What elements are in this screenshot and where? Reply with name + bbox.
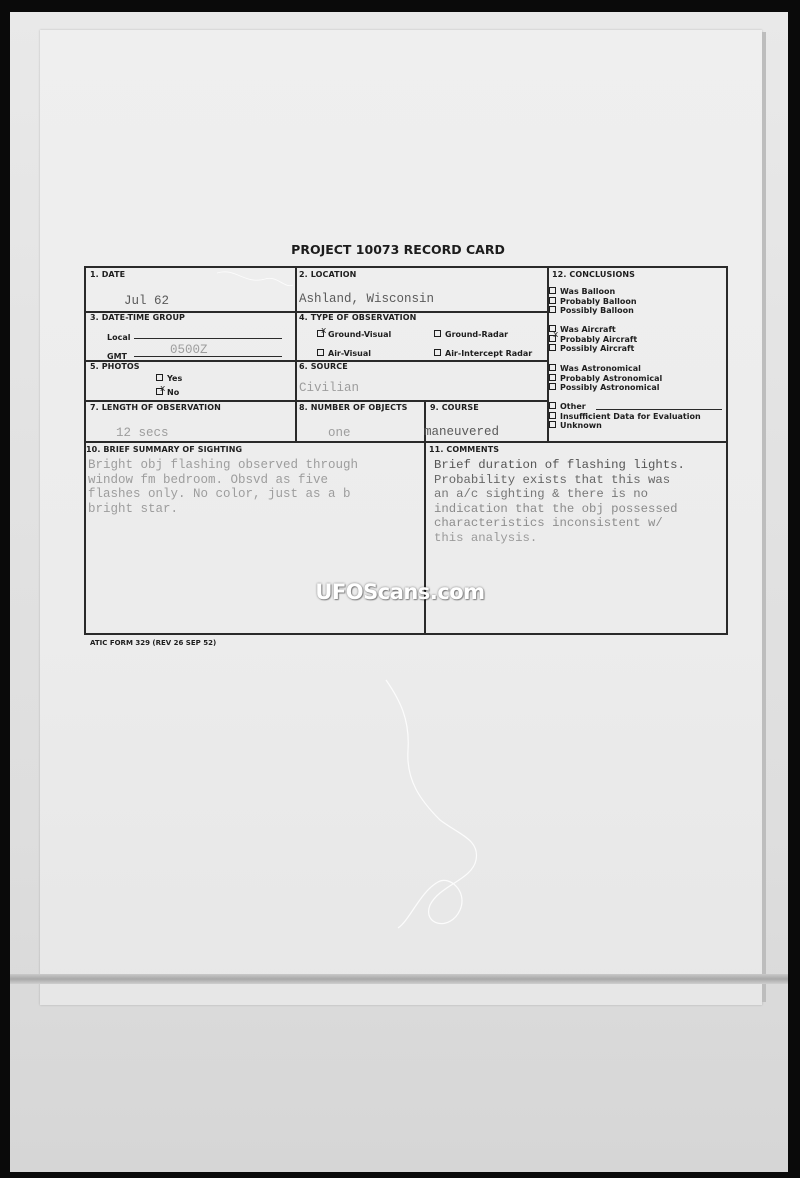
checkbox-icon: [549, 402, 556, 409]
gmt-underline: [134, 356, 282, 357]
checkbox-icon: [156, 388, 163, 395]
paper-fold: [10, 974, 788, 984]
date-value: Jul 62: [124, 294, 170, 308]
dtg-label: 3. DATE-TIME GROUP: [90, 313, 185, 322]
comments-line: this analysis.: [434, 530, 538, 545]
length-label: 7. LENGTH OF OBSERVATION: [90, 403, 221, 412]
checkbox-checked-icon: [549, 335, 556, 342]
other-underline: [596, 409, 722, 410]
num-objects-label: 8. NUMBER OF OBJECTS: [299, 403, 408, 412]
divider: [86, 441, 726, 443]
checkbox-icon: [549, 306, 556, 313]
option-ground-radar: Ground-Radar: [434, 330, 508, 339]
option-air-visual: Air-Visual: [317, 349, 371, 358]
watermark: UFOScans.com: [315, 580, 485, 604]
checkbox-icon: [549, 297, 556, 304]
checkbox-icon: [317, 349, 324, 356]
conclusion-item: Possibly Astronomical: [549, 383, 662, 393]
checkbox-icon: [156, 374, 163, 381]
type-obs-label: 4. TYPE OF OBSERVATION: [299, 313, 417, 322]
option-ground-visual: xGround-Visual: [317, 330, 391, 339]
checkbox-icon: [317, 330, 324, 337]
option-photos-yes: Yes: [156, 374, 182, 383]
comments-line: indication that the obj possessed: [434, 501, 678, 516]
comments-label: 11. COMMENTS: [429, 445, 500, 454]
summary-line: bright star.: [88, 501, 179, 516]
divider: [86, 400, 547, 402]
hair-artifact: [215, 265, 295, 295]
summary-line: Bright obj flashing observed through: [88, 458, 359, 472]
summary-line: flashes only. No color, just as a b: [88, 487, 351, 501]
length-value: 12 secs: [116, 426, 169, 440]
comments-line: characteristics inconsistent w/: [434, 516, 663, 530]
divider: [295, 268, 297, 441]
local-label: Local: [107, 333, 131, 342]
course-label: 9. COURSE: [430, 403, 479, 412]
summary-text: [88, 458, 358, 516]
conclusion-item: Possibly Aircraft: [549, 344, 637, 354]
local-underline: [134, 338, 282, 339]
conclusion-item: xProbably Aircraft: [549, 335, 637, 345]
checkbox-icon: [549, 412, 556, 419]
paper-edge: [762, 32, 766, 1002]
conclusion-item: Probably Balloon: [549, 297, 637, 307]
conclusion-item: Was Aircraft: [549, 325, 637, 335]
conclusion-item: Probably Astronomical: [549, 374, 662, 384]
comments-line: an a/c sighting & there is no: [434, 487, 649, 501]
summary-line: window fm bedroom. Obsvd as five: [88, 472, 329, 487]
course-value: maneuvered: [424, 425, 500, 439]
date-label: 1. DATE: [90, 270, 126, 279]
checkbox-icon: [549, 364, 556, 371]
conclusion-item: Was Astronomical: [549, 364, 662, 374]
conclusion-group-balloon: [549, 287, 637, 316]
conclusion-group-other: [549, 402, 701, 431]
conclusion-item: Unknown: [549, 421, 701, 431]
comments-text: [434, 458, 685, 545]
conclusion-item: Other: [549, 402, 701, 412]
num-objects-value: one: [328, 426, 351, 440]
conclusion-item: Insufficient Data for Evaluation: [549, 412, 701, 422]
source-value: Civilian: [299, 381, 360, 395]
option-photos-no: xNo: [156, 388, 179, 397]
checkbox-icon: [434, 330, 441, 337]
conclusions-label: 12. CONCLUSIONS: [552, 270, 635, 279]
comments-line: Brief duration of flashing lights.: [434, 458, 685, 472]
comments-line: Probability exists that this was: [434, 472, 671, 487]
gmt-label: GMT: [107, 352, 127, 361]
checkbox-icon: [549, 287, 556, 294]
option-air-intercept-radar: Air-Intercept Radar: [434, 349, 532, 358]
conclusion-group-aircraft: [549, 325, 637, 354]
checkbox-icon: [549, 421, 556, 428]
checkbox-icon: [434, 349, 441, 356]
conclusion-group-astronomical: [549, 364, 662, 393]
source-label: 6. SOURCE: [299, 362, 348, 371]
conclusion-item: Was Balloon: [549, 287, 637, 297]
checkbox-icon: [549, 344, 556, 351]
location-value: Ashland, Wisconsin: [299, 292, 435, 306]
gmt-value: 0500Z: [170, 343, 208, 357]
photos-label: 5. PHOTOS: [90, 362, 140, 371]
form-id: ATIC FORM 329 (REV 26 SEP 52): [90, 639, 217, 647]
hair-artifact: [380, 670, 500, 940]
card-title: PROJECT 10073 RECORD CARD: [291, 242, 505, 257]
checkbox-icon: [549, 374, 556, 381]
location-label: 2. LOCATION: [299, 270, 357, 279]
conclusion-item: Possibly Balloon: [549, 306, 637, 316]
checkbox-icon: [549, 383, 556, 390]
summary-label: 10. BRIEF SUMMARY OF SIGHTING: [86, 445, 243, 454]
